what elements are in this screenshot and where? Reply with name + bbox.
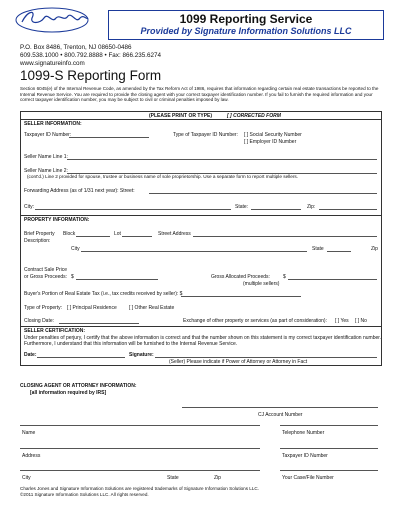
property-state-label: State [312, 246, 324, 252]
seller-tin-label: Taxpayer ID Number: [24, 132, 72, 138]
brief-property-label: Brief Property [24, 231, 55, 237]
ein-checkbox[interactable]: [ ] Employer ID Number [244, 139, 297, 145]
case-number-field[interactable] [280, 470, 378, 471]
closing-subheading: [all information required by IRS] [30, 390, 107, 396]
agent-address-label: Address [22, 453, 41, 459]
property-zip-label: Zip [371, 246, 378, 252]
lot-field[interactable] [122, 236, 152, 237]
gross-allocated-label: Gross Allocated Proceeds: [211, 274, 270, 280]
gross-dollar: $ [283, 274, 286, 280]
seller-zip-field[interactable] [319, 209, 377, 210]
exchange-label: Exchange of other property or services (as part of consideration): [183, 318, 327, 324]
seller-name2-note: (cont'd.) Line 2 provided for spouse, trustee or business name of sole proprietorship. Use a separate form to report multiple sellers. [27, 174, 299, 179]
closing-date-field[interactable] [59, 323, 139, 324]
lot-label: Lot [114, 231, 121, 237]
property-city-label: City [71, 246, 80, 252]
seller-name2-label: Seller Name Line 2: [24, 168, 68, 174]
gross-allocated-field[interactable] [288, 279, 377, 280]
principal-residence-checkbox[interactable]: [ ] Principal Residence [67, 305, 117, 311]
seller-name1-field[interactable] [67, 159, 377, 160]
multiple-sellers-note: (multiple sellers) [243, 281, 280, 287]
contract-price-label-2: or Gross Proceeds: [24, 274, 68, 280]
forwarding-address-label: Forwarding Address (as of 1/31 next year): Street: [24, 188, 135, 194]
buyer-tax-field[interactable] [181, 296, 301, 297]
date-label: Date: [24, 352, 37, 358]
agent-phone-label: Telephone Number [282, 430, 325, 436]
agent-tin-label: Taxpayer ID Number [282, 453, 328, 459]
seller-city-label: City: [24, 204, 34, 210]
contract-price-label-1: Contract Sale Price [24, 267, 68, 273]
form-title: 1099-S Reporting Form [20, 68, 162, 83]
print-note: (PLEASE PRINT OR TYPE) [149, 113, 213, 119]
service-title: 1099 Reporting Service [179, 12, 313, 26]
signature-label: Signature: [129, 352, 154, 358]
signature-field[interactable] [155, 357, 377, 358]
certification-heading: SELLER CERTIFICATION: [24, 328, 86, 334]
case-number-label: Your Case/File Number [282, 475, 334, 481]
contract-dollar: $ [71, 274, 74, 280]
corrected-checkbox[interactable]: [ ] CORRECTED FORM [227, 113, 281, 119]
certification-text-1: Under penalties of perjury, I certify that the above information is correct and that the number shown on this statement is my correct taxpayer identification number. [24, 335, 382, 341]
address-line-1: P.O. Box 8486, Trenton, NJ 08650-0486 [20, 44, 132, 51]
other-real-estate-checkbox[interactable]: [ ] Other Real Estate [129, 305, 175, 311]
certification-text-2: Furthermore, I understand that this information will be furnished to the Internal Revenue Service. [24, 341, 238, 347]
description-label: Description: [24, 238, 51, 244]
header-box [108, 10, 384, 40]
forwarding-street-field[interactable] [149, 193, 377, 194]
ssn-checkbox[interactable]: [ ] Social Security Number [244, 132, 302, 138]
agent-city-field[interactable] [20, 470, 260, 471]
closing-date-label: Closing Date: [24, 318, 55, 324]
form-main-box [20, 111, 382, 366]
agent-city-label: City [22, 475, 31, 481]
footer-copyright: ©2011 Signature Information Solutions LLC. All rights reserved. [20, 492, 149, 497]
signature-logo [14, 4, 92, 34]
property-state-field[interactable] [327, 251, 351, 252]
property-city-field[interactable] [81, 251, 307, 252]
agent-state-label: State [167, 475, 179, 481]
form-intro: Section 6045(e) of the Internal Revenue Code, as amended by the Tax Reform Act of 1986, requires that information regarding certain real estate transactions be reported to the Internal Revenue Service. You are required to provide the closing agent with your correct taxpayer identification number. If you fail to furnish the required information and your correct taxpayer identification number, you may be subject to civil or criminal penalties imposed by law. [20, 86, 379, 103]
seller-zip-label: Zip: [307, 204, 316, 210]
property-type-label: Type of Property: [24, 305, 63, 311]
agent-name-field[interactable] [20, 425, 260, 426]
cj-account-field[interactable] [182, 407, 378, 408]
street-address-label: Street Address [158, 231, 191, 237]
agent-phone-field[interactable] [280, 425, 378, 426]
buyer-tax-label: Buyer's Portion of Real Estate Tax (i.e., tax credits received by seller): $ [24, 291, 183, 297]
seller-tin-field[interactable] [69, 137, 149, 138]
closing-heading: CLOSING AGENT OR ATTORNEY INFORMATION: [20, 383, 137, 389]
block-field[interactable] [76, 236, 110, 237]
contract-price-field[interactable] [76, 279, 158, 280]
seller-state-label: State: [235, 204, 249, 210]
seller-city-field[interactable] [35, 209, 231, 210]
agent-name-label: Name [22, 430, 36, 436]
poa-note: (Seller) Please indicate if Power of Attorney or Attorney in Fact [169, 359, 308, 365]
agent-zip-label: Zip [214, 475, 221, 481]
exchange-no-checkbox[interactable]: [ ] No [355, 318, 367, 324]
service-subtitle: Provided by Signature Information Solutions LLC [140, 26, 352, 36]
seller-state-field[interactable] [251, 209, 301, 210]
footer-trademark: Charles Jones and Signature Information Solutions are registered trademarks of Signature Information Solutions LLC. [20, 486, 260, 491]
date-field[interactable] [37, 357, 125, 358]
address-line-2: 609.538.1000 • 800.792.8888 • Fax: 866.235.6274 [20, 52, 161, 59]
property-heading: PROPERTY INFORMATION: [24, 217, 90, 223]
tin-type-label: Type of Taxpayer ID Number: [173, 132, 238, 138]
agent-address-field[interactable] [20, 448, 260, 449]
exchange-yes-checkbox[interactable]: [ ] Yes [335, 318, 349, 324]
agent-tin-field[interactable] [280, 448, 378, 449]
seller-name1-label: Seller Name Line 1: [24, 154, 68, 160]
property-street-field[interactable] [193, 236, 377, 237]
block-label: Block [63, 231, 76, 237]
seller-heading: SELLER INFORMATION: [24, 121, 82, 127]
website: www.signatureinfo.com [20, 60, 85, 67]
cj-account-label: CJ Account Number [258, 412, 303, 418]
